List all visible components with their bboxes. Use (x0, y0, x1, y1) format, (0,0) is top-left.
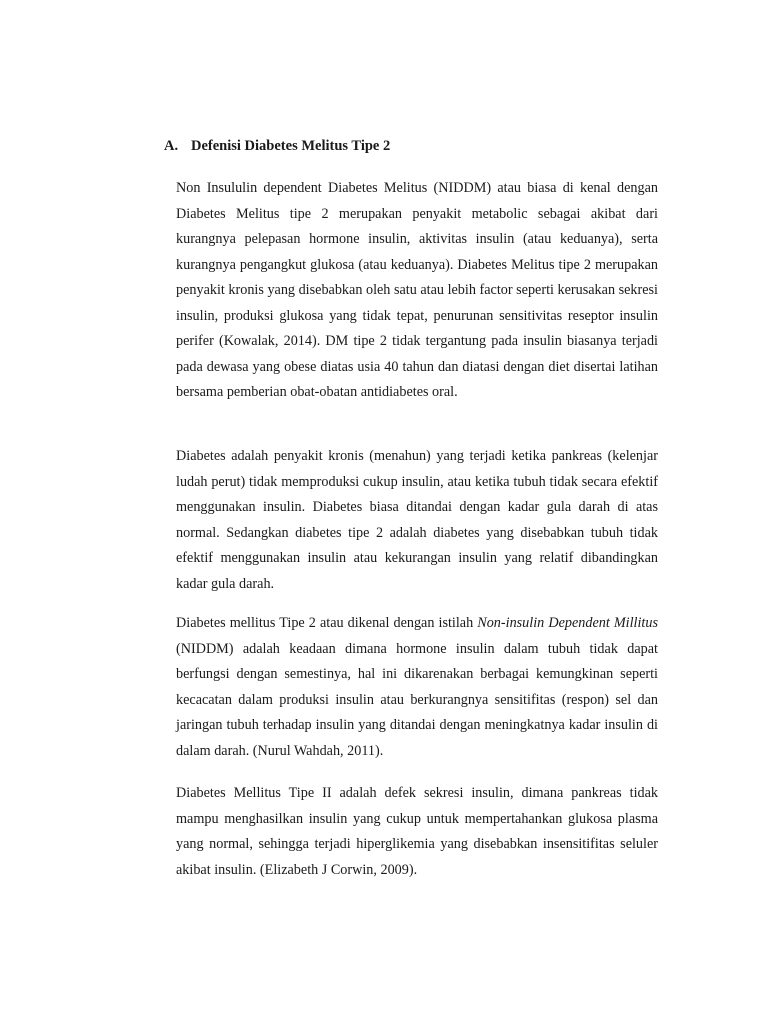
paragraph-3-text-end: (NIDDM) adalah keadaan dimana hormone insulin dalam tubuh tidak dapat berfungsi dengan semestinya, hal ini dikarenakan berbagai kemungkinan seperti kecacatan dalam produksi insulin atau berkurangnya sensitifitas (respon) sel dan jaringan tubuh terhadap insulin yang ditandai dengan meningkatnya kadar insulin di dalam darah. (Nurul Wahdah, 2011). (176, 640, 658, 759)
section-heading (164, 136, 390, 156)
section-title: Defenisi Diabetes Melitus Tipe 2 (191, 138, 391, 154)
paragraph-4: Diabetes Mellitus Tipe II adalah defek sekresi insulin, dimana pankreas tidak mampu menghasilkan insulin yang cukup untuk mempertahankan glukosa plasma yang normal, sehingga terjadi hiperglikemia yang disebabkan insensitifitas seluler akibat insulin. (Elizabeth J Corwin, 2009). (176, 785, 658, 878)
section-number: A. (164, 138, 179, 154)
paragraph-3 (176, 611, 658, 764)
paragraph-1: Non Insululin dependent Diabetes Melitus (NIDDM) atau biasa di kenal dengan Diabetes Melitus tipe 2 merupakan penyakit metabolic sebagai akibat dari kurangnya pelepasan hormone insulin, aktivitas insulin (atau keduanya), serta kurangnya pengangkut glukosa (atau keduanya). Diabetes Melitus tipe 2 merupakan penyakit kronis yang disebabkan oleh satu atau lebih factor seperti kerusakan sekresi insulin, produksi glukosa yang tidak tepat, penurunan sensitivitas reseptor insulin perifer (Kowalak, 2014). DM tipe 2 tidak tergantung pada insulin biasanya terjadi pada dewasa yang obese diatas usia 40 tahun dan diatasi dengan diet disertai latihan bersama pemberian obat-obatan antidiabetes oral. (176, 180, 658, 400)
paragraph-3-text-start: Diabetes mellitus Tipe 2 atau dikenal dengan istilah (176, 615, 478, 631)
paragraph-3-italic-term: Non-insulin Dependent Millitus (477, 615, 658, 631)
paragraph-2: Diabetes adalah penyakit kronis (menahun) yang terjadi ketika pankreas (kelenjar ludah perut) tidak memproduksi cukup insulin, atau ketika tubuh tidak secara efektif menggunakan insulin. Diabetes biasa ditandai dengan kadar gula darah di atas normal. Sedangkan diabetes tipe 2 adalah diabetes yang disebabkan tubuh tidak efektif menggunakan insulin atau kekurangan insulin yang relatif dibandingkan kadar gula darah. (176, 448, 658, 592)
